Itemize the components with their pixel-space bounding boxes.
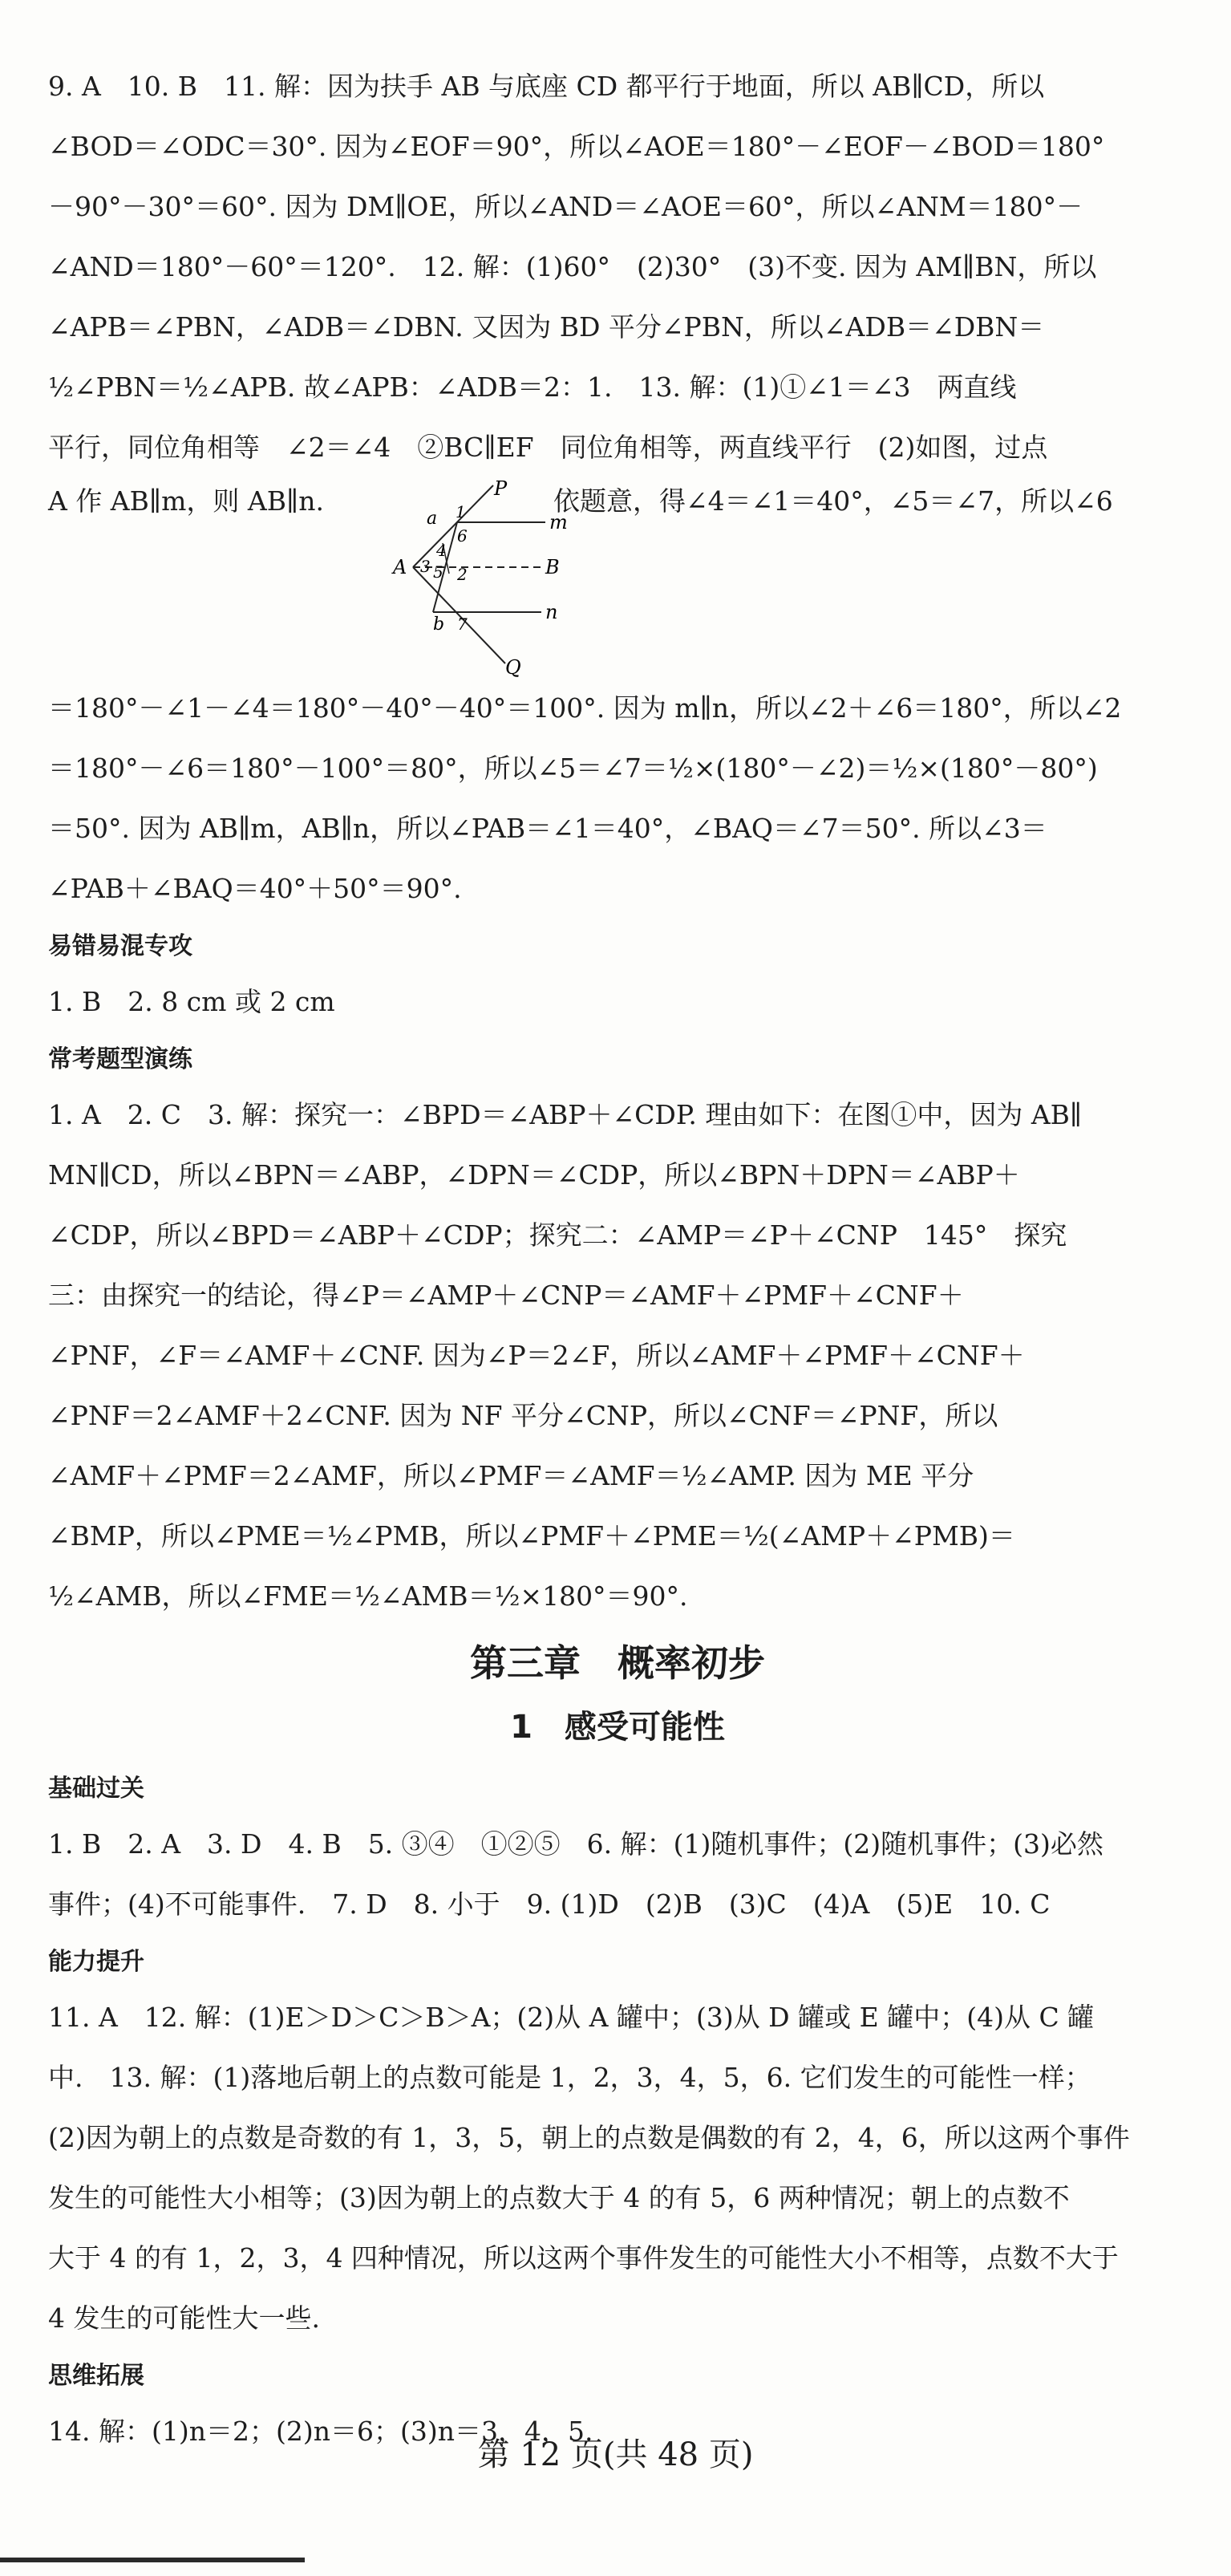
answer-page <box>48 56 1187 2461</box>
text-line: ∠PNF＝2∠AMF＋2∠CNF. 因为 NF 平分∠CNP，所以∠CNF＝∠PNF，所以 <box>48 1400 998 1431</box>
text-line: ∠APB＝∠PBN，∠ADB＝∠DBN. 又因为 BD 平分∠PBN，所以∠ADB＝∠DBN＝ <box>48 311 1045 343</box>
text-line: 平行，同位角相等 ∠2＝∠4 ②BC∥EF 同位角相等，两直线平行 (2)如图，过点 <box>48 432 1048 463</box>
figure-label: 3 <box>420 557 431 576</box>
figure-label: 6 <box>457 526 468 546</box>
text-line: 1. B 2. 8 cm 或 2 cm <box>48 986 335 1017</box>
text-line: ∠AMF＋∠PMF＝2∠AMF，所以∠PMF＝∠AMF＝½∠AMP. 因为 ME 平分 <box>48 1460 974 1491</box>
text-line: A 作 AB∥m，则 AB∥n. <box>48 485 324 517</box>
text-line: ∠BMP，所以∠PME＝½∠PMB，所以∠PMF＋∠PME＝½(∠AMP＋∠PMB)＝ <box>48 1520 1015 1552</box>
figure-label: A <box>393 556 407 578</box>
text-line: MN∥CD，所以∠BPN＝∠ABP，∠DPN＝∠CDP，所以∠BPN＋DPN＝∠ABP＋ <box>48 1159 1020 1191</box>
figure-label: Q <box>505 656 521 678</box>
section-heading: 能力提升 <box>48 1948 144 1976</box>
text-line: 三：由探究一的结论，得∠P＝∠AMP＋∠CNP＝∠AMF＋∠PMF＋∠CNF＋ <box>48 1280 964 1311</box>
text-line: ∠PAB＋∠BAQ＝40°＋50°＝90°. <box>48 873 462 904</box>
text-line: ＝50°. 因为 AB∥m，AB∥n，所以∠PAB＝∠1＝40°，∠BAQ＝∠7＝50°. 所以∠3＝ <box>48 813 1047 844</box>
geometry-figure <box>337 477 577 678</box>
text-line: ＝180°－∠6＝180°－100°＝80°，所以∠5＝∠7＝½×(180°－∠2)＝½×(180°－80°) <box>48 753 1098 784</box>
figure-label: b <box>433 615 445 635</box>
figure-label: 2 <box>457 565 468 584</box>
section-heading: 思维拓展 <box>48 2362 144 2390</box>
figure-label: B <box>545 556 560 578</box>
figure-label: 4 <box>436 541 447 560</box>
figure-label: 7 <box>457 615 468 634</box>
section-heading: 易错易混专攻 <box>48 932 192 960</box>
chapter-title: 第三章 概率初步 <box>470 1641 765 1685</box>
text-line: 发生的可能性大小相等；(3)因为朝上的点数大于 4 的有 5，6 两种情况；朝上的点数不 <box>48 2182 1070 2213</box>
figure-label: n <box>545 601 558 623</box>
text-line: 9. A 10. B 11. 解：因为扶手 AB 与底座 CD 都平行于地面，所以 AB∥CD，所以 <box>48 71 1045 102</box>
text-line: ½∠PBN＝½∠APB. 故∠APB：∠ADB＝2：1. 13. 解：(1)①∠1＝∠3 两直线 <box>48 371 1017 403</box>
text-line: 11. A 12. 解：(1)E＞D＞C＞B＞A；(2)从 A 罐中；(3)从 D 罐或 E 罐中；(4)从 C 罐 <box>48 2002 1095 2033</box>
text-line: －90°－30°＝60°. 因为 DM∥OE，所以∠AND＝∠AOE＝60°，所以∠ANM＝180°－ <box>48 191 1083 222</box>
text-line: ∠AND＝180°－60°＝120°. 12. 解：(1)60° (2)30° (3)不变. 因为 AM∥BN，所以 <box>48 251 1097 282</box>
text-line: ＝180°－∠1－∠4＝180°－40°－40°＝100°. 因为 m∥n，所以∠2＋∠6＝180°，所以∠2 <box>48 692 1122 724</box>
text-line: 事件；(4)不可能事件. 7. D 8. 小于 9. (1)D (2)B (3)C (4)A (5)E 10. C <box>48 1888 1051 1920</box>
figure-label: m <box>549 511 568 533</box>
section-heading: 基础过关 <box>48 1775 144 1803</box>
text-line: 大于 4 的有 1，2，3，4 四种情况，所以这两个事件发生的可能性大小不相等，点数不大于 <box>48 2242 1119 2274</box>
text-line: ∠PNF，∠F＝∠AMF＋∠CNF. 因为∠P＝2∠F，所以∠AMF＋∠PMF＋∠CNF＋ <box>48 1340 1025 1371</box>
text-line: (2)因为朝上的点数是奇数的有 1，3，5，朝上的点数是偶数的有 2，4，6，所以这两个事件 <box>48 2122 1130 2153</box>
ray-ap <box>413 485 493 567</box>
text-line: 4 发生的可能性大一些. <box>48 2302 320 2334</box>
figure-label: P <box>494 477 508 500</box>
text-line: ½∠AMB，所以∠FME＝½∠AMB＝½×180°＝90°. <box>48 1580 688 1612</box>
section-heading: 常考题型演练 <box>48 1045 192 1073</box>
text-line: ∠BOD＝∠ODC＝30°. 因为∠EOF＝90°，所以∠AOE＝180°－∠EOF－∠BOD＝180° <box>48 131 1105 162</box>
page-footer: 第 12 页(共 48 页) <box>477 2436 754 2473</box>
lesson-title: 1 感受可能性 <box>510 1709 725 1746</box>
text-line: 14. 解：(1)n＝2；(2)n＝6；(3)n＝3，4，5. <box>48 2416 593 2447</box>
figure-label: 5 <box>433 562 443 582</box>
figure-label: 1 <box>456 502 466 521</box>
figure-label: a <box>427 509 438 529</box>
bottom-bar-decoration <box>0 2558 305 2562</box>
text-line: 中. 13. 解：(1)落地后朝上的点数可能是 1，2，3，4，5，6. 它们发生的可能性一样； <box>48 2062 1091 2093</box>
text-line: ∠CDP，所以∠BPD＝∠ABP＋∠CDP；探究二：∠AMP＝∠P＋∠CNP 145° 探究 <box>48 1219 1067 1251</box>
text-line: 1. B 2. A 3. D 4. B 5. ③④ ①②⑤ 6. 解：(1)随机事件；(2)随机事件；(3)必然 <box>48 1828 1103 1860</box>
text-line: 依题意，得∠4＝∠1＝40°，∠5＝∠7，所以∠6 <box>553 485 1113 517</box>
text-line: 1. A 2. C 3. 解：探究一：∠BPD＝∠ABP＋∠CDP. 理由如下：在图①中，因为 AB∥ <box>48 1099 1083 1130</box>
figure-row <box>48 477 1187 678</box>
